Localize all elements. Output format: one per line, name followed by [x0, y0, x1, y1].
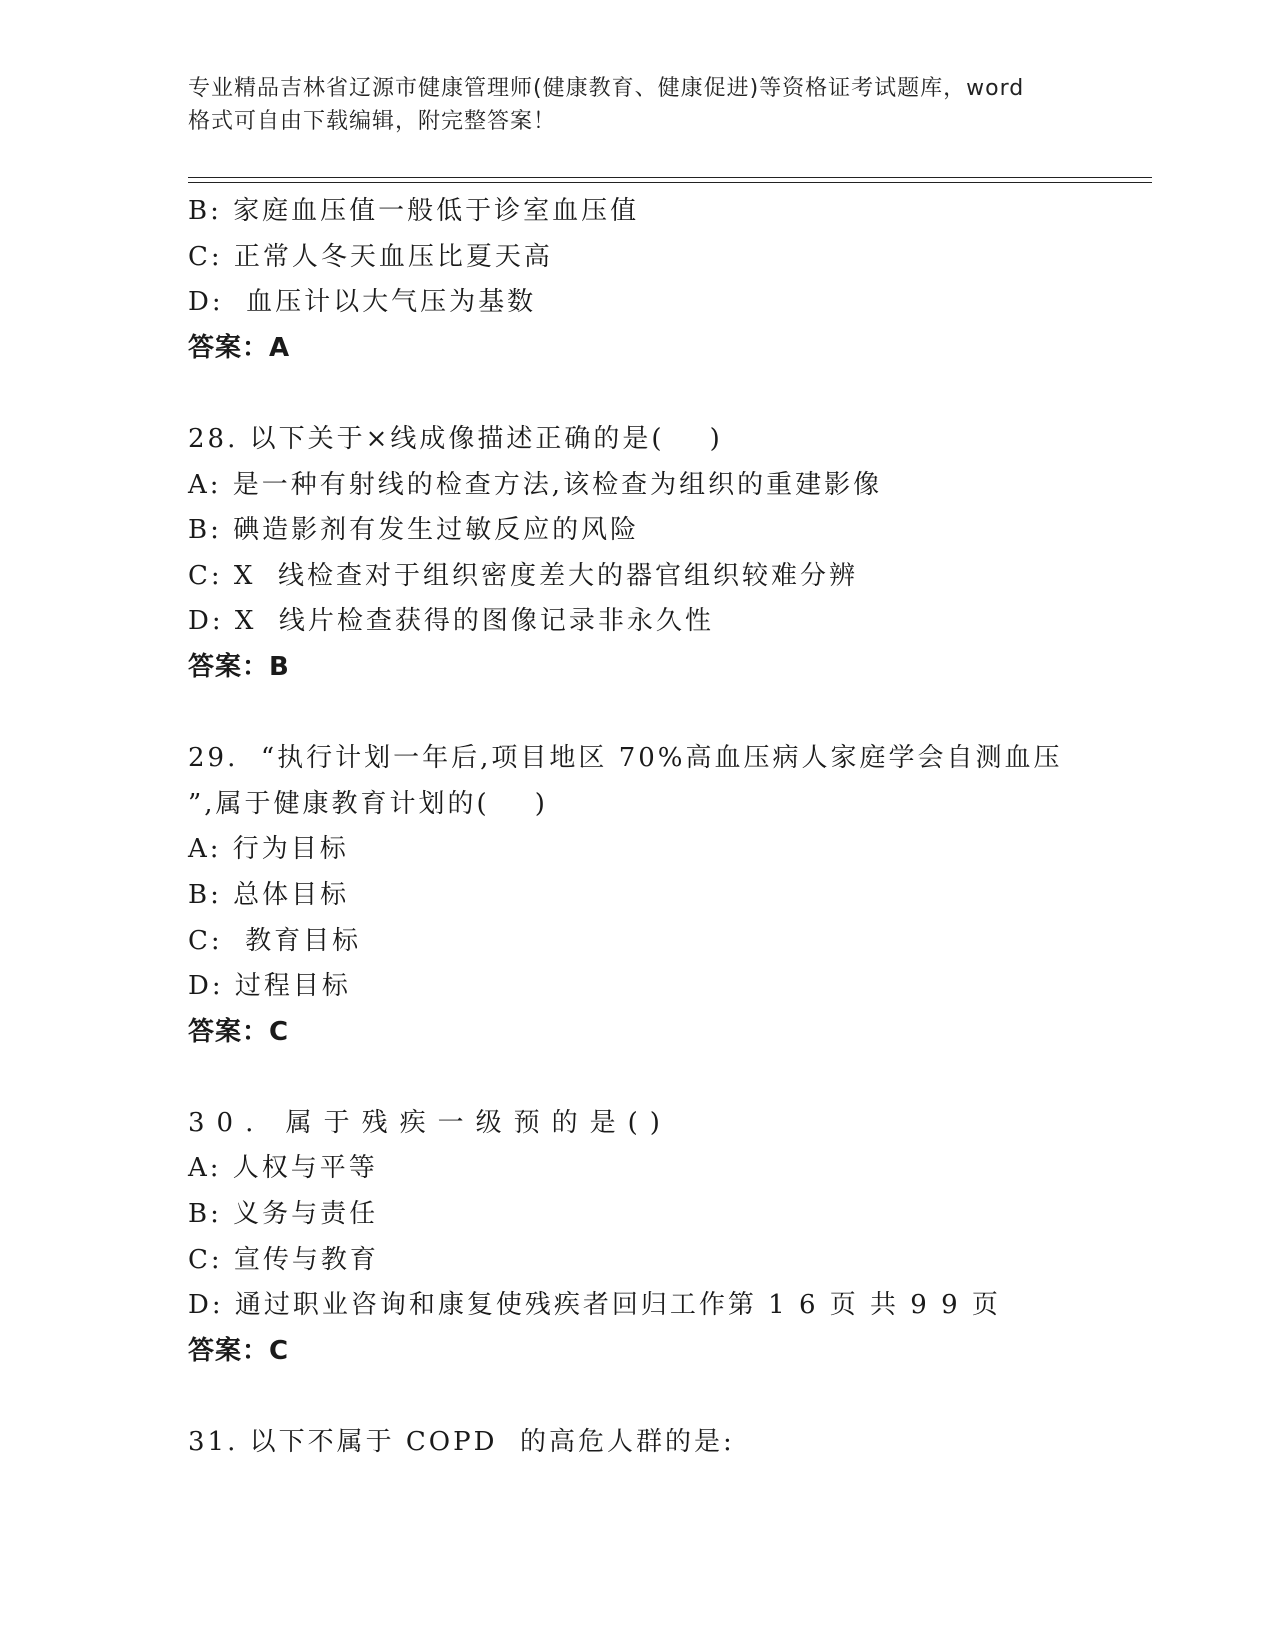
q29-stem-line-1: 29. “执行计划一年后,项目地区 70%高血压病人家庭学会自测血压	[188, 743, 1063, 774]
q27-option-c: C: 正常人冬天血压比夏天高	[188, 241, 553, 272]
header-line-1: 专业精品吉林省辽源市健康管理师(健康教育、健康促进)等资格证考试题库，word	[188, 76, 1025, 101]
q30-answer: 答案：C	[188, 1335, 290, 1366]
q27-option-d: D: 血压计以大气压为基数	[188, 287, 537, 318]
q30-option-a: A: 人权与平等	[188, 1153, 378, 1184]
header-line-2: 格式可自由下载编辑，附完整答案！	[188, 109, 557, 134]
q28-option-d: D: X 线片检查获得的图像记录非永久性	[188, 606, 714, 637]
q28-option-b: B: 碘造影剂有发生过敏反应的风险	[188, 515, 640, 546]
header-divider-top	[188, 177, 1152, 178]
spacer	[188, 1055, 1152, 1101]
q29-option-c: C: 教育目标	[188, 925, 362, 956]
q29-option-b: B: 总体目标	[188, 879, 350, 910]
q29-stem-line-2: ”,属于健康教育计划的( )	[188, 788, 548, 819]
question-list	[188, 189, 1152, 1466]
document-header	[188, 72, 1088, 138]
q28-option-c: C: X 线检查对于组织密度差大的器官组织较难分辨	[188, 560, 858, 591]
q28-answer: 答案：B	[188, 651, 290, 682]
q28-option-a: A: 是一种有射线的检查方法,该检查为组织的重建影像	[188, 469, 883, 500]
q31-stem: 31. 以下不属于 COPD 的高危人群的是:	[188, 1427, 735, 1458]
spacer	[188, 691, 1152, 737]
q28-stem: 28. 以下关于×线成像描述正确的是( )	[188, 423, 723, 454]
q30-stem: 30. 属于残疾一级预的是()	[188, 1107, 672, 1138]
spacer	[188, 1374, 1152, 1420]
q27-option-b: B: 家庭血压值一般低于诊室血压值	[188, 196, 640, 226]
q29-answer: 答案：C	[188, 1016, 290, 1047]
header-divider-bottom	[188, 182, 1152, 183]
q29-option-d: D: 过程目标	[188, 971, 351, 1002]
q30-option-b: B: 义务与责任	[188, 1199, 379, 1230]
q30-option-d: D: 通过职业咨询和康复使残疾者回归工作第 1 6 页 共 9 9 页	[188, 1290, 1001, 1321]
q27-answer: 答案：A	[188, 332, 291, 363]
q29-option-a: A: 行为目标	[188, 834, 349, 865]
q30-option-c: C: 宣传与教育	[188, 1244, 379, 1275]
spacer	[188, 371, 1152, 417]
